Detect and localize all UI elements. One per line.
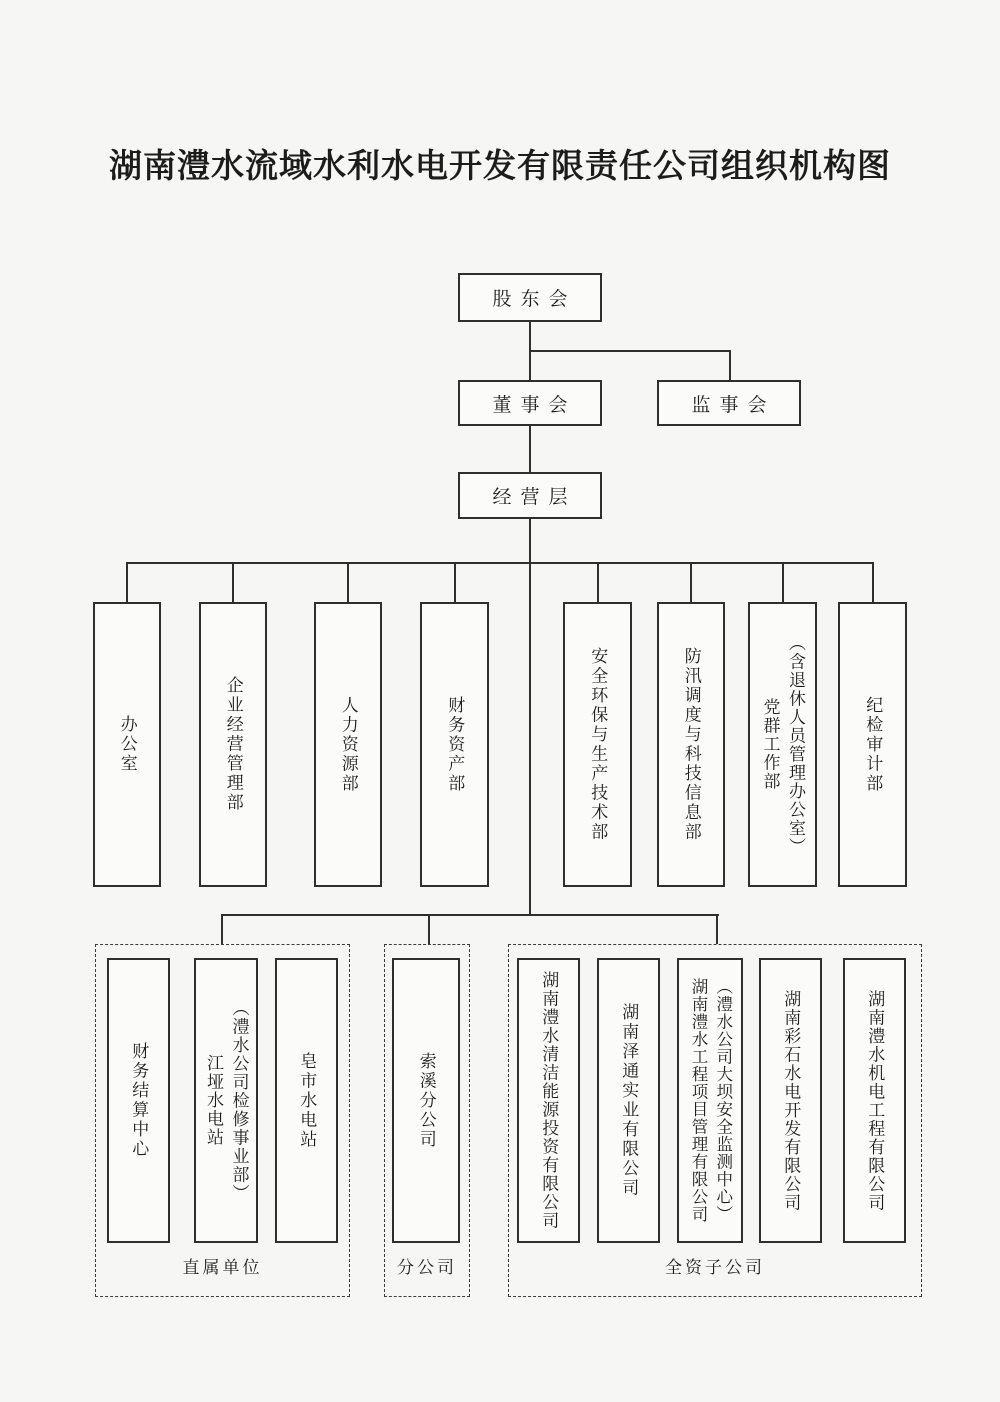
connector-drop-group-3: [716, 914, 718, 944]
dept-party-masses-label: 党群工作部: [760, 698, 780, 791]
dept-office: [93, 602, 161, 887]
group-label-subsidiaries: 全资子公司: [665, 1258, 765, 1277]
dept-discipline-audit-label: 纪检审计部: [863, 695, 883, 794]
unit-zaoshi-hydropower-label: 皂市水电站: [297, 1051, 317, 1150]
connector-drop-dept-3: [347, 562, 349, 602]
unit-finance-settlement-center: [107, 958, 170, 1243]
node-shareholders-label: 股东会: [492, 289, 577, 310]
node-board: [458, 380, 602, 426]
unit-clean-energy-investment-label: 湖南澧水清洁能源投资有限公司: [539, 971, 559, 1230]
connector-drop-dept-7: [782, 562, 784, 602]
page-title: 湖南澧水流域水利水电开发有限责任公司组织机构图: [109, 147, 891, 184]
connector-branch-supervisors-h: [529, 350, 731, 352]
dept-safety-production: [563, 602, 632, 887]
dept-human-resources-label: 人力资源部: [338, 695, 358, 794]
unit-caishi-hydropower-development-label: 湖南彩石水电开发有限公司: [781, 989, 801, 1212]
node-management-label: 经营层: [492, 487, 577, 508]
unit-mechanical-electrical-engineering: [843, 958, 906, 1243]
dept-flood-control-tech: [657, 602, 725, 887]
dept-safety-production-label: 安全环保与生产技术部: [588, 647, 608, 842]
connector-drop-dept-6: [690, 562, 692, 602]
unit-zetong-industrial: [597, 958, 660, 1243]
unit-suoxi-branch-label: 索溪分公司: [416, 1051, 436, 1150]
node-supervisors: [657, 380, 801, 426]
unit-suoxi-branch: [392, 958, 460, 1243]
unit-zaoshi-hydropower: [275, 958, 338, 1243]
connector-department-bus: [127, 562, 873, 564]
unit-jiangya-hydropower: [194, 958, 258, 1243]
unit-jiangya-hydropower-label: 江垭水电站: [204, 1054, 223, 1147]
unit-finance-settlement-center-label: 财务结算中心: [129, 1042, 149, 1159]
group-label-direct-units: 直属单位: [182, 1258, 263, 1277]
dept-party-masses: [748, 602, 817, 887]
unit-jiangya-hydropower-note: （澧水公司检修事业部）: [229, 998, 249, 1203]
connector-drop-dept-2: [232, 562, 234, 602]
unit-engineering-project-management-note: （澧水公司大坝安全监测中心）: [713, 978, 733, 1223]
connector-drop-dept-4: [454, 562, 456, 602]
dept-party-masses-note: （含退休人员管理办公室）: [786, 633, 805, 856]
node-shareholders: [458, 273, 602, 322]
node-board-label: 董事会: [492, 394, 577, 416]
connector-group-bus: [222, 914, 719, 916]
dept-enterprise-management-label: 企业经营管理部: [223, 676, 243, 813]
node-management: [458, 472, 602, 519]
dept-human-resources: [314, 602, 382, 887]
connector-drop-group-1: [221, 914, 223, 944]
unit-mechanical-electrical-engineering-label: 湖南澧水机电工程有限公司: [865, 989, 885, 1212]
dept-flood-control-tech-label: 防汛调度与科技信息部: [681, 647, 701, 842]
connector-drop-dept-8: [872, 562, 874, 602]
dept-office-label: 办公室: [117, 715, 137, 774]
connector-board-management: [529, 426, 531, 472]
unit-clean-energy-investment: [517, 958, 580, 1243]
unit-engineering-project-management: [677, 958, 743, 1243]
dept-discipline-audit: [838, 602, 907, 887]
connector-drop-dept-5: [597, 562, 599, 602]
connector-branch-supervisors-v: [729, 350, 731, 380]
dept-finance-assets: [420, 602, 489, 887]
connector-drop-group-2: [428, 914, 430, 944]
connector-trunk: [529, 519, 531, 916]
dept-finance-assets-label: 财务资产部: [445, 695, 465, 794]
unit-caishi-hydropower-development: [759, 958, 822, 1243]
unit-zetong-industrial-label: 湖南泽通实业有限公司: [619, 1003, 639, 1198]
group-label-branch: 分公司: [397, 1258, 457, 1277]
unit-engineering-project-management-label: 湖南澧水工程项目管理有限公司: [689, 978, 708, 1223]
connector-drop-dept-1: [126, 562, 128, 602]
dept-enterprise-management: [199, 602, 267, 887]
node-supervisors-label: 监事会: [691, 394, 776, 416]
